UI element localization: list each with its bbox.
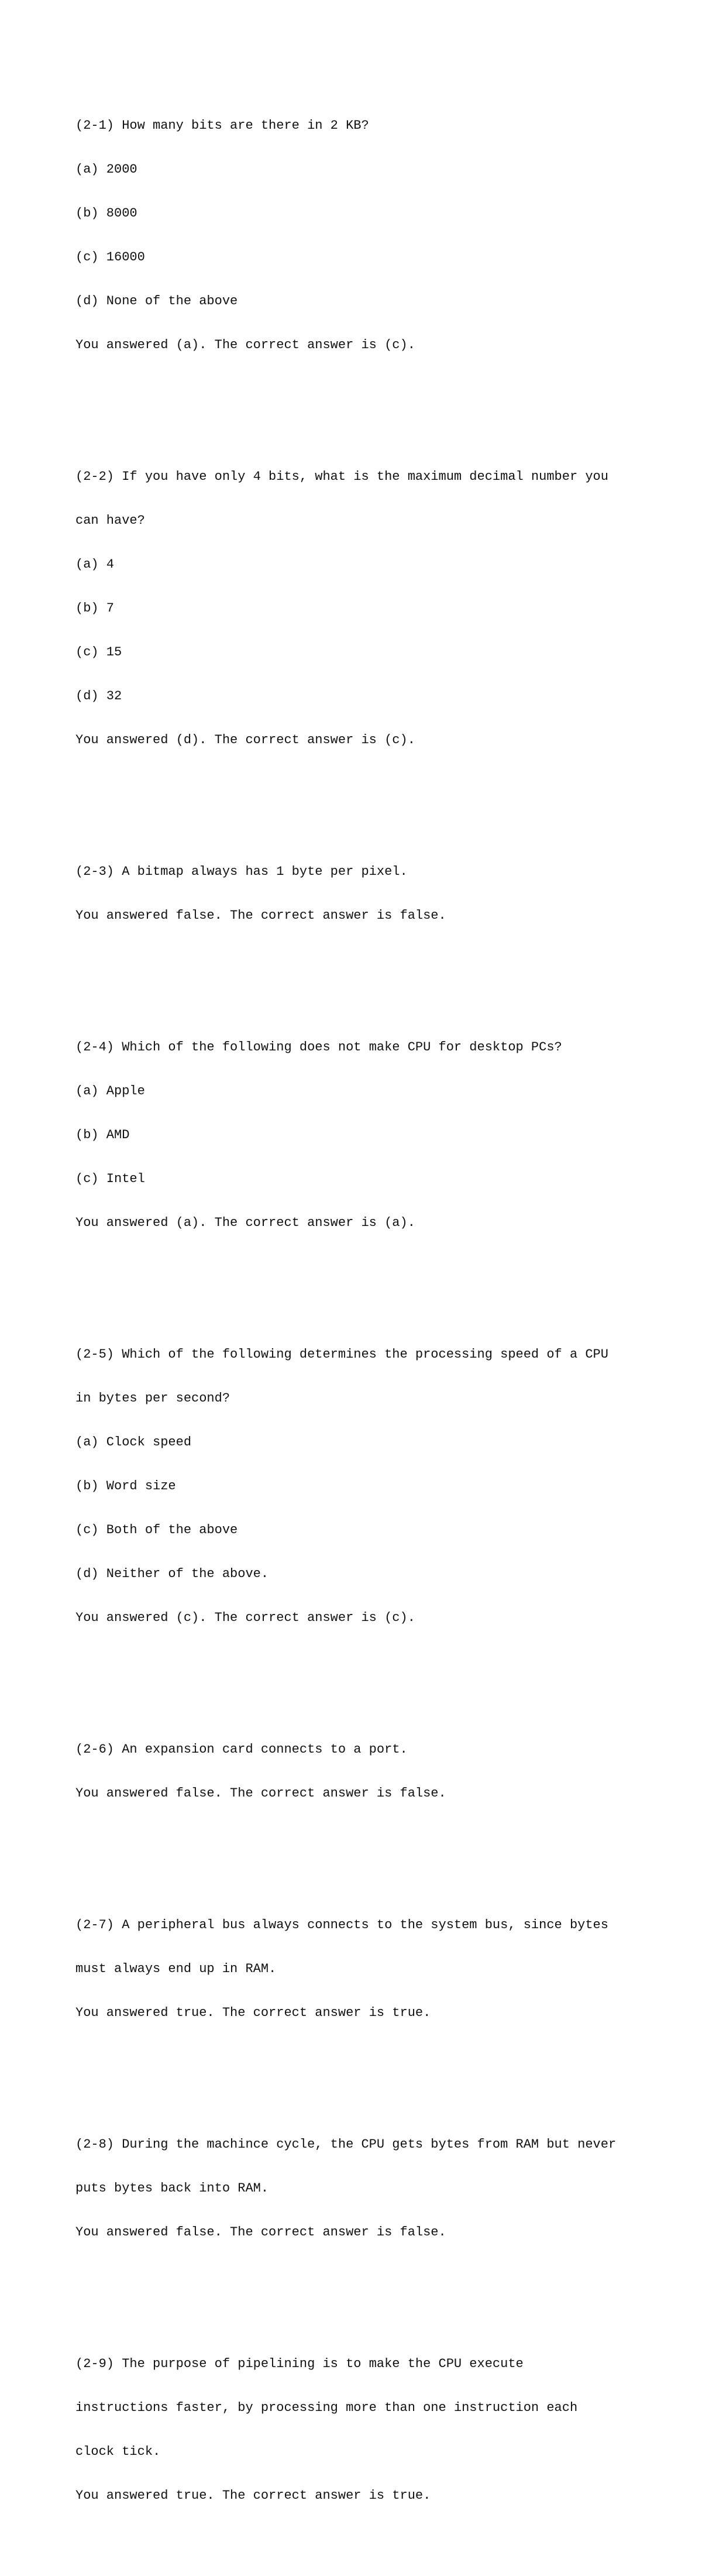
question-prompt: must always end up in RAM. — [75, 1962, 277, 1976]
question-2-1 — [75, 89, 660, 382]
answer-result: You answered (c). The correct answer is (c). — [75, 1610, 415, 1625]
answer-result: You answered false. The correct answer is false. — [75, 908, 446, 923]
answer-option: (d) None of the above — [75, 294, 238, 308]
question-2-8 — [75, 2108, 660, 2269]
answer-option: (d) 32 — [75, 689, 122, 703]
answer-option: (a) 4 — [75, 557, 115, 572]
answer-option: (c) 15 — [75, 645, 122, 660]
answer-option: (d) Neither of the above. — [75, 1567, 269, 1581]
answer-result: You answered true. The correct answer is true. — [75, 2488, 431, 2503]
answer-result: You answered false. The correct answer is false. — [75, 1786, 446, 1801]
answer-result: You answered true. The correct answer is true. — [75, 2005, 431, 2020]
answer-result: You answered false. The correct answer is false. — [75, 2225, 446, 2240]
answer-option: (c) Intel — [75, 1172, 145, 1186]
quiz-results-document — [75, 45, 660, 2576]
answer-option: (a) 2000 — [75, 162, 137, 177]
answer-option: (b) 7 — [75, 601, 115, 616]
answer-result: You answered (d). The correct answer is (c). — [75, 733, 415, 747]
question-prompt: (2-7) A peripheral bus always connects to the system bus, since bytes — [75, 1918, 608, 1932]
question-2-6 — [75, 1713, 660, 1830]
question-prompt: (2-9) The purpose of pipelining is to make the CPU execute — [75, 2357, 524, 2371]
answer-option: (b) 8000 — [75, 206, 137, 221]
question-prompt: (2-1) How many bits are there in 2 KB? — [75, 118, 369, 133]
answer-result: You answered (a). The correct answer is (a). — [75, 1215, 415, 1230]
question-prompt: (2-3) A bitmap always has 1 byte per pixel. — [75, 864, 408, 879]
question-2-5 — [75, 1318, 660, 1654]
question-prompt: (2-4) Which of the following does not make CPU for desktop PCs? — [75, 1040, 562, 1055]
question-prompt: (2-8) During the machince cycle, the CPU gets bytes from RAM but never — [75, 2137, 617, 2152]
question-2-2 — [75, 440, 660, 777]
question-2-4 — [75, 1011, 660, 1259]
answer-option: (c) 16000 — [75, 250, 145, 265]
answer-option: (b) AMD — [75, 1128, 130, 1142]
answer-option: (b) Word size — [75, 1479, 176, 1493]
answer-option: (a) Clock speed — [75, 1435, 192, 1450]
question-prompt: puts bytes back into RAM. — [75, 2181, 269, 2196]
question-2-9 — [75, 2327, 660, 2532]
question-prompt: (2-2) If you have only 4 bits, what is the maximum decimal number you — [75, 469, 608, 484]
question-2-7 — [75, 1888, 660, 2049]
answer-option: (a) Apple — [75, 1084, 145, 1098]
answer-result: You answered (a). The correct answer is (c). — [75, 338, 415, 352]
question-prompt: instructions faster, by processing more than one instruction each — [75, 2400, 578, 2415]
question-prompt: clock tick. — [75, 2444, 161, 2459]
answer-option: (c) Both of the above — [75, 1523, 238, 1537]
question-2-3 — [75, 835, 660, 952]
question-prompt: (2-6) An expansion card connects to a port. — [75, 1742, 408, 1757]
question-prompt: in bytes per second? — [75, 1391, 230, 1406]
question-prompt: can have? — [75, 513, 145, 528]
question-prompt: (2-5) Which of the following determines the processing speed of a CPU — [75, 1347, 608, 1362]
